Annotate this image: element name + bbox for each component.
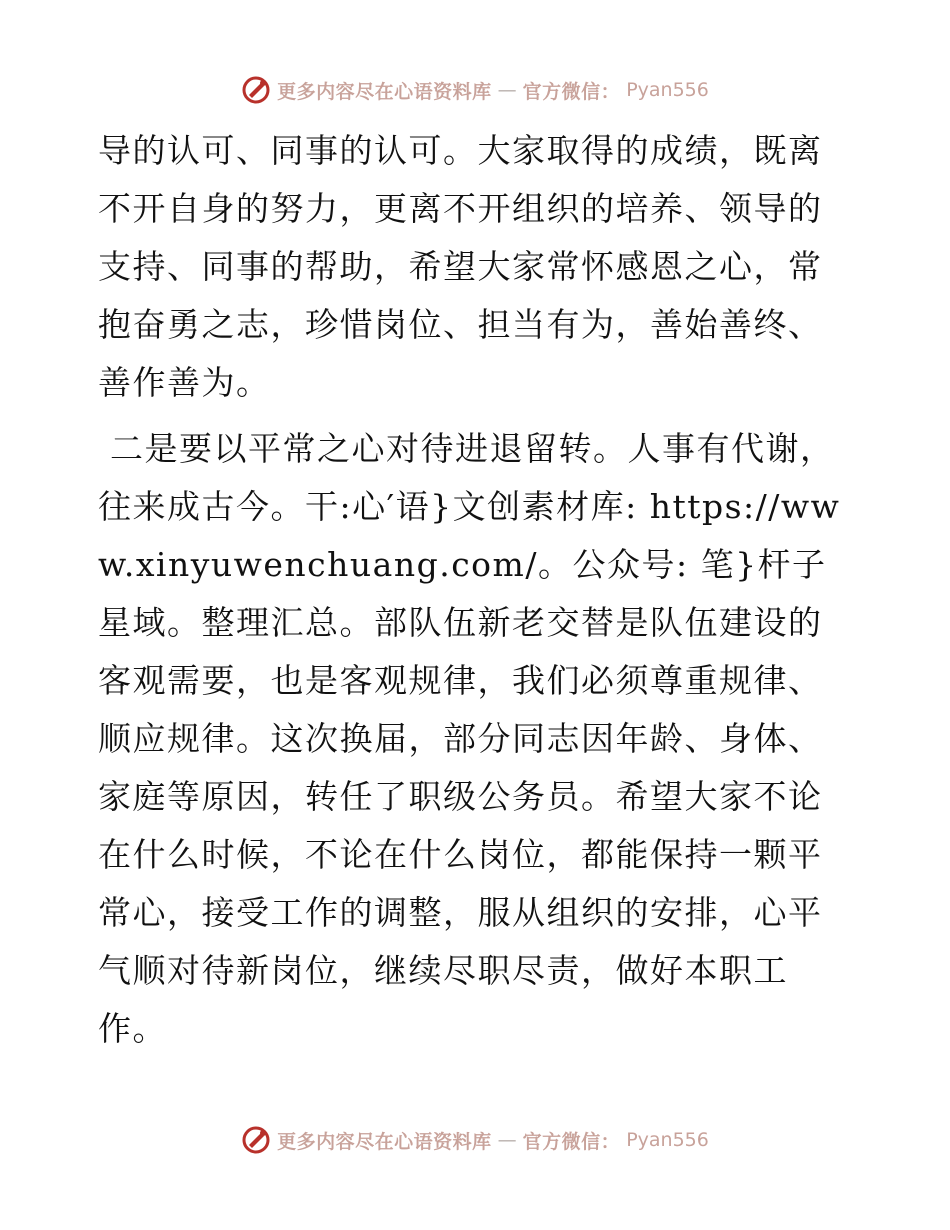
red-circular-logo-icon xyxy=(241,75,271,105)
header-watermark xyxy=(0,72,950,108)
document-body xyxy=(98,122,854,1058)
watermark-site-text: 更多内容尽在心语资料库 xyxy=(277,1130,492,1153)
watermark-official-label: 官方微信： xyxy=(522,1130,621,1153)
watermark-official-label: 官方微信： xyxy=(522,80,621,103)
watermark-account: Pyan556 xyxy=(626,79,709,101)
paragraph: 二是要以平常之心对待进退留转。人事有代谢，往来成古今。干:心′语}文创素材库: https://www.xinyuwenchuang.com/。公众号: 笔}杆子星域。整理汇总。部队伍新老交替是队伍建设的客观需要，也是客观规律，我们必须尊重规律、顺应规律。这次换届，部分同志因年龄、身体、家庭等原因，转任了职级公务员。希望大家不论在什么时候，不论在什么岗位，都能保持一颗平常心，接受工作的调整，服从组织的安排，心平气顺对待新岗位，继续尽职尽责，做好本职工作。 xyxy=(98,429,841,1048)
watermark-separator: — xyxy=(497,1129,517,1151)
paragraph: 导的认可、同事的认可。大家取得的成绩，既离不开自身的努力，更离不开组织的培养、领导的支持、同事的帮助，希望大家常怀感恩之心，常抱奋勇之志，珍惜岗位、担当有为，善始善终、善作善为。 xyxy=(98,131,823,402)
footer-watermark xyxy=(0,1122,950,1158)
red-circular-logo-icon xyxy=(241,1125,271,1155)
watermark-separator: — xyxy=(497,79,517,101)
watermark-site-text: 更多内容尽在心语资料库 xyxy=(277,80,492,103)
watermark-account: Pyan556 xyxy=(626,1129,709,1151)
